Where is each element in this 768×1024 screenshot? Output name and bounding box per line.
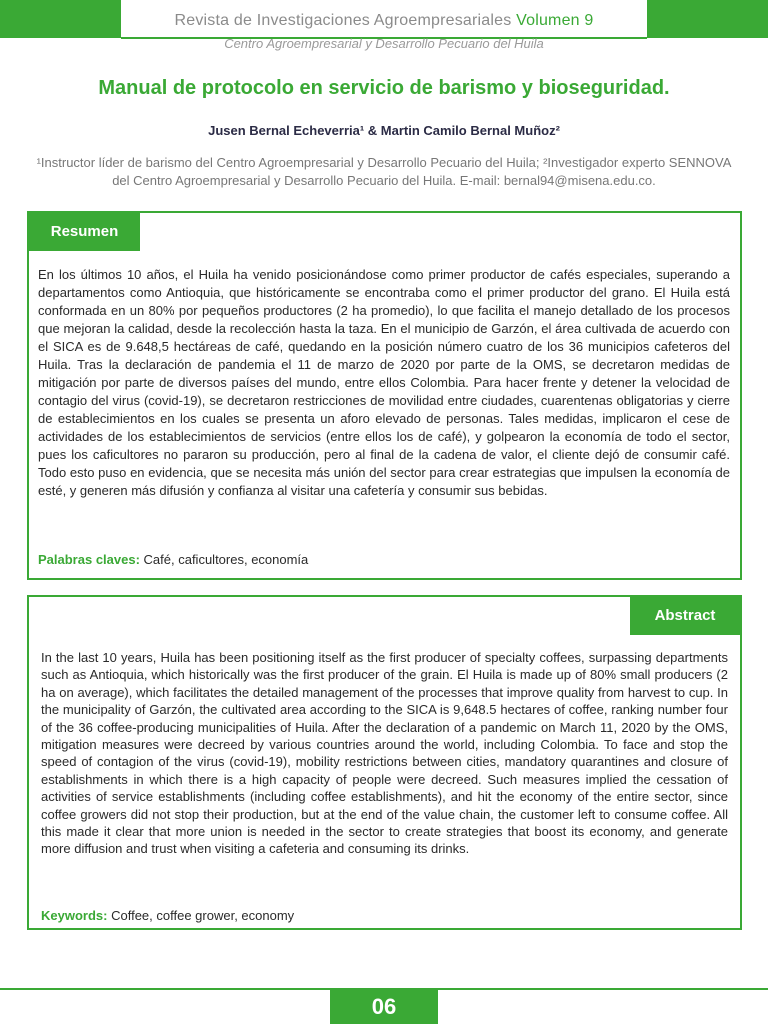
abstract-keywords-label: Keywords:: [41, 908, 108, 923]
abstract-text: In the last 10 years, Huila has been positioning itself as the first producer of specialty coffees, surpassing departments such as Antioquia, which historically was the first producer of the grain. El Huila is made up of 80% small producers (2 ha on average), which facilitates the detailed management of the processes that improve quality from harvest to cup. In the municipality of Garzón, the cultivated area according to the SICA is 9,648.5 hectares of coffee, ranking number four of the 36 coffee-producing municipalities of Huila. After the declaration of a pandemic on March 11, 2020 by the OMS, mitigation measures were decreed by various countries around the world, including Colombia. To face and stop the speed of contagion of the virus (covid-19), mobility restrictions between cities, mandatory quarantines and closure of establishments in which there is a high capacity of people were decreed. Such measures implied the cessation of activities of service establishments (including coffee establishments), and hit the economy of the entire sector, since coffee growers did not stop their production, but at the end of the value chain, the customer left to consume coffee. All this made it clear that more union is needed in the sector to create strategies that boost its economy, and generate more diffusion and trust when visiting a cafeteria and consuming its drinks.: [41, 650, 728, 857]
journal-title: [121, 12, 647, 30]
abstract-keywords-value: Coffee, coffee grower, economy: [111, 908, 295, 923]
journal-volume: Volumen 9: [516, 12, 594, 29]
abstract-box: [27, 595, 742, 930]
header-right-bar: [647, 0, 768, 38]
abstract-heading: Abstract: [630, 597, 740, 635]
resumen-text: En los últimos 10 años, el Huila ha venido posicionándose como primer productor de cafés especiales, superando a departamentos como Antioquia, que históricamente se encontraba como el primer productor del grano. El Huila está conformada en un 80% por pequeños productores (2 ha promedio), lo que facilita el manejo detallado de los procesos que mejoran la calidad, desde la recolección hasta la taza. En el municipio de Garzón, el área cultivada de acuerdo con el SICA es de 9.648,5 hectáreas de café, quedando en la posición número cuatro de los 36 municipios cafeteros del Huila. Tras la declaración de pandemia el 11 de marzo de 2020 por parte de la OMS, se decretaron medidas de mitigación por parte de diversos países del mundo, entre ellos Colombia. Para hacer frente y detener la velocidad de contagio del virus (covid-19), se decretaron restricciones de movilidad entre ciudades, cuarentenas obligatorias y cierre de establecimientos en los cuales se presenta un aforo elevado de personas. Tales medidas, implicaron el cese de actividades de los establecimientos de servicios (entre ellos los de café), y golpearon la economía de todo el sector, pues los caficultores no pararon su producción, pero al final de la cadena de valor, el cliente dejó de consumir café. Todo esto puso en evidencia, que se necesita más unión del sector para crear estrategias que impulsen la economía de esté, y generen más difusión y confianza al visitar una cafetería y consumir sus bebidas.: [38, 267, 730, 498]
resumen-keywords: [38, 552, 308, 567]
resumen-box: [27, 211, 742, 580]
resumen-keywords-label: Palabras claves:: [38, 552, 140, 567]
header-left-bar: [0, 0, 121, 38]
article-authors: Jusen Bernal Echeverria¹ & Martin Camilo Bernal Muñoz²: [208, 123, 560, 138]
resumen-heading: Resumen: [29, 213, 140, 251]
resumen-keywords-value: Café, caficultores, economía: [143, 552, 309, 567]
article-title: Manual de protocolo en servicio de barismo y bioseguridad.: [98, 77, 670, 99]
article-affiliation: ¹Instructor líder de barismo del Centro Agroempresarial y Desarrollo Pecuario del Huila; ²Investigador experto SENNOVA del Centro Agroempresarial y Desarrollo Pecuario del Huila. E-mail: bernal94@misena.edu.co.: [36, 155, 732, 188]
abstract-keywords: [41, 908, 294, 923]
page-number: 06: [330, 989, 438, 1024]
journal-name: Revista de Investigaciones Agroempresariales: [174, 12, 512, 29]
institution-name: Centro Agroempresarial y Desarrollo Pecuario del Huila: [224, 36, 544, 51]
